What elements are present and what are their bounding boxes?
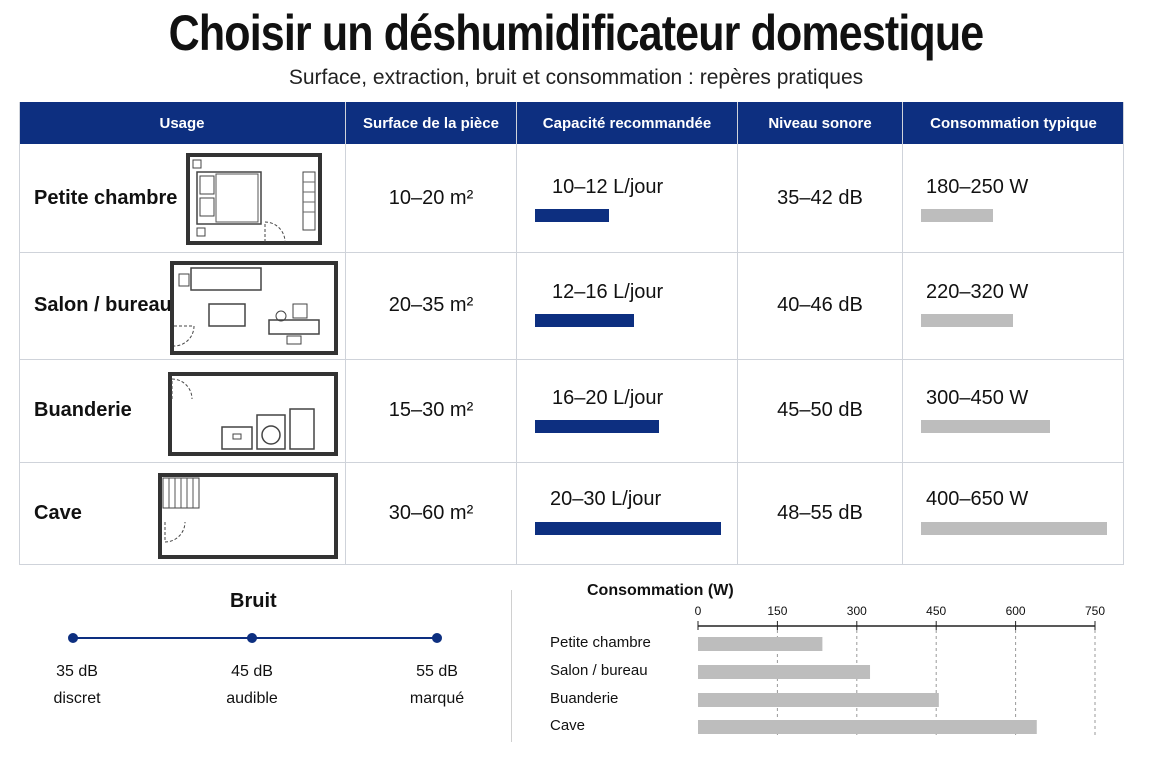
bedroom-plan-icon: [185, 152, 323, 247]
noise-point-marker: [68, 633, 78, 643]
chart-tick-label: 750: [1084, 604, 1106, 618]
row-usage-label: Buanderie: [34, 399, 132, 421]
row-usage-label: Cave: [34, 501, 82, 524]
comparison-table: [19, 102, 1124, 565]
row-noise: 45–50 dB: [777, 399, 863, 421]
row-consumption: 300–450 W: [926, 387, 1029, 409]
capacity-bar: [535, 314, 634, 327]
noise-point-label: discret: [53, 690, 101, 707]
chart-tick-label: 450: [926, 604, 947, 618]
grid-line: [19, 359, 1124, 360]
row-surface: 10–20 m²: [388, 186, 474, 209]
row-consumption: 180–250 W: [926, 176, 1029, 198]
noise-point-marker: [247, 633, 257, 643]
cellar-plan-icon: [157, 470, 339, 562]
consumption-chart: [690, 618, 1110, 748]
chart-category-label: Petite chambre: [550, 634, 651, 651]
grid-line: [19, 102, 20, 565]
chart-bar: [698, 693, 939, 707]
header-capacity: Capacité recommandée: [517, 102, 737, 144]
row-capacity: 10–12 L/jour: [552, 176, 664, 198]
capacity-bar: [535, 209, 609, 222]
header-noise: Niveau sonore: [738, 102, 902, 144]
noise-scale-title: Bruit: [230, 590, 277, 612]
grid-line: [19, 564, 1124, 565]
chart-category-label: Cave: [550, 717, 586, 734]
noise-point-value: 55 dB: [416, 663, 458, 680]
noise-point-value: 35 dB: [56, 663, 98, 680]
row-noise: 35–42 dB: [777, 186, 863, 209]
row-usage-label: Petite chambre: [34, 186, 178, 209]
consumption-bar: [921, 420, 1050, 433]
grid-line: [902, 102, 903, 565]
consumption-bar: [921, 209, 993, 222]
header-usage: Usage: [19, 102, 345, 144]
chart-category-label: Buanderie: [550, 690, 619, 707]
row-noise: 48–55 dB: [777, 501, 863, 524]
row-consumption: 220–320 W: [926, 281, 1029, 303]
grid-line: [19, 252, 1124, 253]
row-capacity: 16–20 L/jour: [552, 387, 664, 409]
capacity-bar: [535, 522, 721, 535]
row-surface: 30–60 m²: [388, 501, 474, 524]
chart-bar: [698, 720, 1037, 734]
consumption-bar: [921, 522, 1107, 535]
noise-point-label: marqué: [409, 690, 465, 707]
chart-tick-label: 300: [846, 604, 867, 618]
chart-tick-label: 0: [694, 604, 702, 618]
chart-title: Consommation (W): [587, 582, 734, 599]
laundry-plan-icon: [167, 371, 339, 457]
header-consumption: Consommation typique: [903, 102, 1124, 144]
row-usage-label: Salon / bureau: [34, 294, 172, 316]
row-consumption: 400–650 W: [926, 488, 1029, 510]
noise-point-label: audible: [226, 690, 278, 707]
grid-line: [516, 102, 517, 565]
chart-bar: [698, 665, 870, 679]
row-capacity: 12–16 L/jour: [552, 281, 664, 303]
row-surface: 15–30 m²: [388, 399, 474, 421]
row-surface: 20–35 m²: [388, 294, 474, 316]
chart-tick-label: 600: [1005, 604, 1026, 618]
chart-bar: [698, 637, 822, 651]
grid-line: [1123, 102, 1124, 565]
page-subtitle: Surface, extraction, bruit et consommation : repères pratiques: [288, 66, 864, 89]
noise-point-marker: [432, 633, 442, 643]
noise-point-value: 45 dB: [231, 663, 273, 680]
page-title: Choisir un déshumidificateur domestique: [168, 5, 984, 61]
grid-line: [19, 462, 1124, 463]
living-room-plan-icon: [169, 260, 339, 356]
consumption-bar: [921, 314, 1013, 327]
chart-category-label: Salon / bureau: [550, 662, 648, 679]
row-capacity: 20–30 L/jour: [550, 488, 662, 510]
chart-tick-label: 150: [767, 604, 788, 618]
noise-scale-line: [60, 628, 460, 648]
capacity-bar: [535, 420, 659, 433]
header-surface: Surface de la pièce: [346, 102, 516, 144]
section-divider: [511, 590, 512, 742]
row-noise: 40–46 dB: [777, 294, 863, 316]
